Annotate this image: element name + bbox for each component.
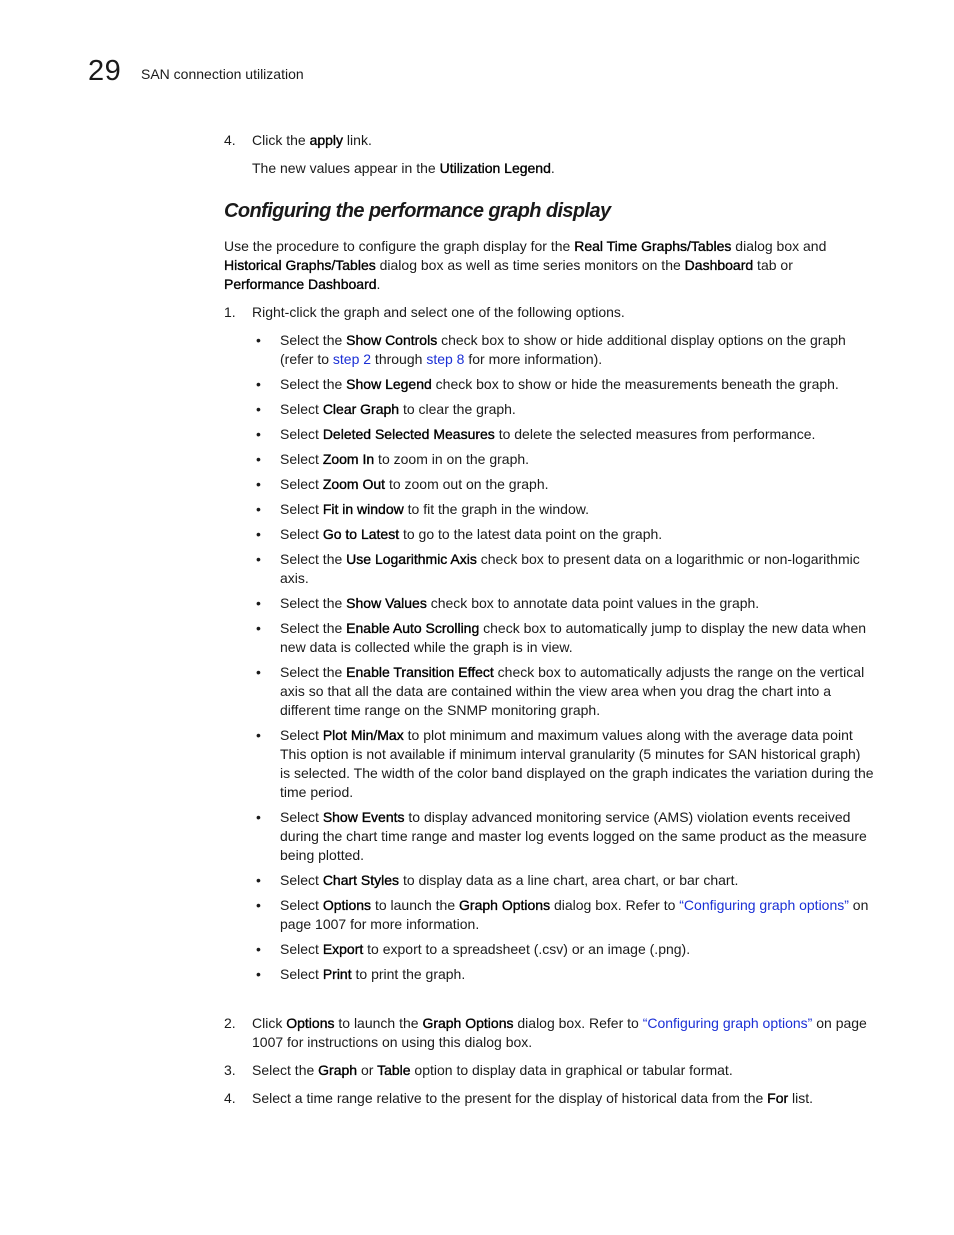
ui-term: For <box>767 1090 789 1106</box>
chapter-number: 29 <box>88 55 122 87</box>
ui-term: Plot Min/Max <box>322 727 404 743</box>
ui-term: Show Values <box>346 595 427 611</box>
text-run: on page 1007 for instructions on using this dialog box. <box>252 1015 867 1050</box>
list-item <box>256 500 874 519</box>
cross-reference-link[interactable]: “Configuring graph options” <box>679 897 849 913</box>
text-run: to go to the latest data point on the graph. <box>399 526 663 542</box>
text-run: Select the <box>280 620 347 636</box>
ui-term: Deleted Selected Measures <box>322 426 495 442</box>
bullet-icon: • <box>256 526 261 542</box>
cross-reference-link[interactable]: step 2 <box>332 351 372 367</box>
bullet-icon: • <box>256 664 261 680</box>
bullet-icon: • <box>256 620 261 636</box>
ui-term: Show Controls <box>346 332 438 348</box>
list-item <box>256 663 874 720</box>
list-item <box>256 375 874 394</box>
text-run: check box to automatically adjusts the range on the vertical axis so that all the data are contained within the view area when you drag the chart into a different time range on the SNMP monitoring graph. <box>280 664 865 718</box>
text-run: to delete the selected measures from performance. <box>494 426 816 442</box>
list-item <box>256 450 874 469</box>
bullet-icon: • <box>256 451 261 467</box>
text-run: Select <box>280 809 323 825</box>
text-run: Select a time range relative to the present for the display of historical data from the <box>252 1090 768 1106</box>
text-run: Select <box>280 526 323 542</box>
step-number: 1. <box>224 304 236 320</box>
text-run: list. <box>788 1090 814 1106</box>
section-heading: Configuring the performance graph display <box>224 200 611 222</box>
list-item <box>256 726 874 802</box>
ui-term: Zoom In <box>322 451 375 467</box>
text-run: The new values appear in the <box>252 160 440 176</box>
text-run: to zoom in on the graph. <box>374 451 530 467</box>
text-run: Select the <box>280 376 347 392</box>
list-item <box>256 525 874 544</box>
ui-term: Dashboard <box>684 257 754 273</box>
list-item <box>256 965 874 984</box>
bullet-icon: • <box>256 595 261 611</box>
text-run: to plot minimum and maximum values along with the average data point This option is not available if minimum interval granularity (5 minutes for SAN historical graph) is selected. The width of the color band displayed on the graph indicates the variation during the time period. <box>280 727 874 800</box>
text-run: Select <box>280 941 323 957</box>
ui-term: Performance Dashboard <box>224 276 377 292</box>
text-run: dialog box. Refer to <box>513 1015 643 1031</box>
text-run: to launch the <box>371 897 460 913</box>
bullet-icon: • <box>256 551 261 567</box>
bullet-icon: • <box>256 941 261 957</box>
list-item <box>256 594 874 613</box>
text-run: tab or <box>753 257 793 273</box>
text-run: for more information). <box>464 351 603 367</box>
ui-term: Enable Auto Scrolling <box>346 620 480 636</box>
text-run: Select the <box>280 595 347 611</box>
text-run: to launch the <box>334 1015 423 1031</box>
step-number: 4. <box>224 132 236 148</box>
ui-term: Enable Transition Effect <box>346 664 494 680</box>
step-number: 4. <box>224 1090 236 1106</box>
list-item <box>256 475 874 494</box>
ui-term: Go to Latest <box>322 526 400 542</box>
bullet-icon: • <box>256 872 261 888</box>
ui-term: Clear Graph <box>322 401 400 417</box>
text-run: or <box>357 1062 378 1078</box>
text-run: check box to annotate data point values in the graph. <box>426 595 760 611</box>
bullet-icon: • <box>256 476 261 492</box>
text-run: check box to show or hide additional display options on the graph (refer to <box>280 332 846 367</box>
list-item <box>256 940 874 959</box>
list-item <box>256 808 874 865</box>
ui-term: Export <box>322 941 364 957</box>
text-run: to fit the graph in the window. <box>403 501 589 517</box>
text-run: Select the <box>280 551 347 567</box>
ui-term: Show Legend <box>346 376 432 392</box>
list-item <box>256 400 874 419</box>
text-run: option to display data in graphical or tabular format. <box>410 1062 733 1078</box>
text-run: to print the graph. <box>351 966 466 982</box>
ui-term: Graph Options <box>459 897 551 913</box>
ui-term: Historical Graphs/Tables <box>224 257 376 273</box>
text-run: to clear the graph. <box>399 401 516 417</box>
bullet-icon: • <box>256 966 261 982</box>
text-run: to export to a spreadsheet (.csv) or an image (.png). <box>363 941 691 957</box>
ui-term: Options <box>286 1015 335 1031</box>
top-note <box>224 159 874 178</box>
text-run: . <box>376 276 381 292</box>
text-run: Select <box>280 476 323 492</box>
ui-term: Fit in window <box>322 501 404 517</box>
text-run: Select <box>280 966 323 982</box>
ui-term: Options <box>322 897 372 913</box>
top-steps <box>224 131 874 150</box>
text-run: to display advanced monitoring service (AMS) violation events received during the chart time range and master log events logged on the same product as the measure being plotted. <box>280 809 867 863</box>
text-run: check box to show or hide the measurements beneath the graph. <box>431 376 839 392</box>
text-run: Select the <box>280 664 347 680</box>
ui-term: Zoom Out <box>322 476 386 492</box>
bullet-icon: • <box>256 401 261 417</box>
bullet-icon: • <box>256 897 261 913</box>
step-text: Right-click the graph and select one of the following options. <box>252 304 625 320</box>
text-run: dialog box as well as time series monitors on the <box>375 257 685 273</box>
ui-term: Show Events <box>322 809 405 825</box>
text-run: dialog box and <box>731 238 827 254</box>
text-run: Select the <box>280 332 347 348</box>
text-run: check box to present data on a logarithmic or non-logarithmic axis. <box>280 551 860 586</box>
step-item <box>224 1089 874 1108</box>
list-item <box>256 331 874 369</box>
step-item <box>224 1014 874 1052</box>
ui-term: Graph <box>318 1062 358 1078</box>
bullet-icon: • <box>256 376 261 392</box>
step-number: 2. <box>224 1015 236 1031</box>
step-number: 3. <box>224 1062 236 1078</box>
text-run: Select <box>280 897 323 913</box>
ui-term: apply <box>309 132 344 148</box>
text-run: on page 1007 for more information. <box>280 897 869 932</box>
options-list <box>224 331 874 984</box>
text-run: Click <box>252 1015 287 1031</box>
text-run: . <box>550 160 555 176</box>
text-run: check box to automatically jump to display the new data when new data is collected while the graph is in view. <box>280 620 867 655</box>
ui-term: Graph Options <box>422 1015 514 1031</box>
text-run: Select <box>280 426 323 442</box>
ui-term: Use Logarithmic Axis <box>346 551 477 567</box>
list-item <box>256 425 874 444</box>
intro-paragraph <box>224 237 874 294</box>
cross-reference-link[interactable]: step 8 <box>426 351 465 367</box>
step-item <box>224 131 874 150</box>
ui-term: Utilization Legend <box>439 160 551 176</box>
text-run: Select <box>280 727 323 743</box>
list-item <box>256 896 874 934</box>
bullet-icon: • <box>256 426 261 442</box>
list-item <box>256 871 874 890</box>
text-run: Select <box>280 451 323 467</box>
bullet-icon: • <box>256 501 261 517</box>
bullet-icon: • <box>256 727 261 743</box>
text-run: Use the procedure to configure the graph display for the <box>224 238 575 254</box>
text-run: to zoom out on the graph. <box>385 476 549 492</box>
text-run: Select <box>280 401 323 417</box>
step-item <box>224 1061 874 1080</box>
bullet-icon: • <box>256 809 261 825</box>
bottom-steps <box>224 1014 874 1108</box>
chapter-title: SAN connection utilization <box>141 66 304 82</box>
text-run: Select <box>280 501 323 517</box>
cross-reference-link[interactable]: “Configuring graph options” <box>642 1015 813 1031</box>
ui-term: Real Time Graphs/Tables <box>574 238 732 254</box>
list-item <box>256 619 874 657</box>
text-run: Select <box>280 872 323 888</box>
text-run: Select the <box>252 1062 319 1078</box>
text-run: Click the <box>252 132 310 148</box>
list-item <box>256 550 874 588</box>
bullet-icon: • <box>256 332 261 348</box>
text-run: to display data as a line chart, area chart, or bar chart. <box>399 872 739 888</box>
text-run: dialog box. Refer to <box>550 897 680 913</box>
ui-term: Chart Styles <box>322 872 400 888</box>
page-content <box>224 131 874 1117</box>
ui-term: Print <box>322 966 352 982</box>
ui-term: Table <box>377 1062 411 1078</box>
text-run: link. <box>343 132 372 148</box>
text-run: through <box>371 351 427 367</box>
step-1 <box>224 303 874 322</box>
